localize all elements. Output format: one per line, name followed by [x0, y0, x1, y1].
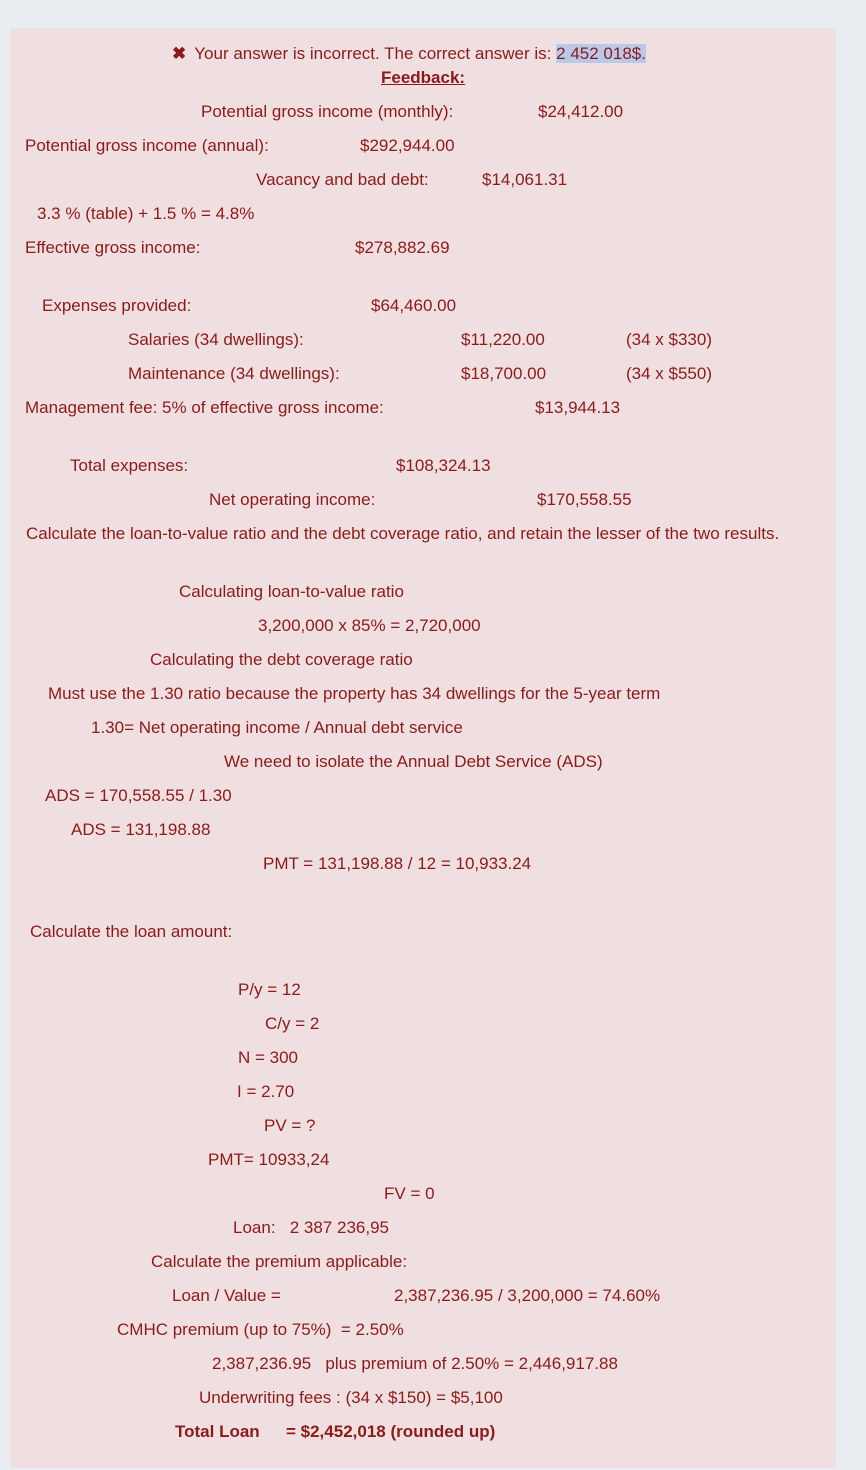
- salaries-label: Salaries (34 dwellings):: [128, 330, 304, 349]
- vacancy-label: Vacancy and bad debt:: [256, 170, 429, 189]
- loan-pmt: PMT= 10933,24: [208, 1150, 330, 1169]
- egi-value: $278,882.69: [355, 238, 450, 257]
- total-expenses-value: $108,324.13: [396, 456, 491, 475]
- vacancy-value: $14,061.31: [482, 170, 568, 189]
- total-loan-value: = $2,452,018 (rounded up): [286, 1422, 496, 1441]
- loan-heading: Calculate the loan amount:: [30, 922, 233, 941]
- total-expenses-label: Total expenses:: [70, 456, 189, 475]
- dcr-isolate: We need to isolate the Annual Debt Service (ADS): [224, 752, 603, 771]
- loan-cy: C/y = 2: [265, 1014, 320, 1033]
- egi-label: Effective gross income:: [25, 238, 201, 257]
- dcr-heading: Calculating the debt coverage ratio: [150, 650, 413, 669]
- loan-amount-value: 2 387 236,95: [289, 1218, 389, 1237]
- ltv-ratio-calc: 2,387,236.95 / 3,200,000 = 74.60%: [394, 1286, 661, 1305]
- feedback-heading: Feedback:: [381, 68, 466, 87]
- loan-amount: [233, 1218, 389, 1238]
- salaries-value: $11,220.00: [461, 330, 545, 349]
- salaries-calc: (34 x $330): [626, 330, 712, 349]
- ltv-heading: Calculating loan-to-value ratio: [179, 582, 404, 601]
- pgi-monthly-value: $24,412.00: [538, 102, 624, 121]
- loan-i: I = 2.70: [237, 1082, 295, 1101]
- noi-value: $170,558.55: [537, 490, 632, 509]
- correct-answer: 2 452 018$.: [556, 44, 646, 63]
- vacancy-calc: 3.3 % (table) + 1.5 % = 4.8%: [37, 204, 255, 223]
- loan-with-premium: 2,387,236.95 plus premium of 2.50% = 2,446,917.88: [212, 1354, 618, 1373]
- expenses-provided-value: $64,460.00: [371, 296, 457, 315]
- noi-label: Net operating income:: [209, 490, 376, 509]
- maintenance-calc: (34 x $550): [626, 364, 712, 383]
- loan-amount-label: Loan:: [233, 1218, 276, 1237]
- dcr-note: Must use the 1.30 ratio because the property has 34 dwellings for the 5-year term: [48, 684, 661, 703]
- loan-n: N = 300: [238, 1048, 299, 1067]
- close-icon: ✖: [172, 44, 187, 63]
- loan-fv: FV = 0: [384, 1184, 435, 1203]
- ltv-ratio-label: Loan / Value =: [172, 1286, 281, 1305]
- loan-py: P/y = 12: [238, 980, 301, 999]
- maintenance-label: Maintenance (34 dwellings):: [128, 364, 340, 383]
- mgmt-fee-label: Management fee: 5% of effective gross income:: [25, 398, 384, 417]
- result-message: ✖ Your answer is incorrect. The correct answer is: 2 452 018$.: [172, 44, 646, 63]
- ltv-calc: 3,200,000 x 85% = 2,720,000: [258, 616, 481, 635]
- instructions: Calculate the loan-to-value ratio and the debt coverage ratio, and retain the lesser of the two results.: [26, 524, 780, 543]
- pgi-annual-label: Potential gross income (annual):: [25, 136, 269, 155]
- dcr-formula: 1.30= Net operating income / Annual debt service: [91, 718, 463, 737]
- maintenance-value: $18,700.00: [461, 364, 547, 383]
- premium-heading: Calculate the premium applicable:: [151, 1252, 408, 1271]
- ads-value: ADS = 131,198.88: [71, 820, 211, 839]
- total-loan-label: Total Loan: [175, 1422, 260, 1441]
- underwriting-fees: Underwriting fees : (34 x $150) = $5,100: [199, 1388, 503, 1407]
- pgi-monthly-label: Potential gross income (monthly):: [201, 102, 454, 121]
- pmt-calc: PMT = 131,198.88 / 12 = 10,933.24: [263, 854, 532, 873]
- loan-pv: PV = ?: [264, 1116, 316, 1135]
- cmhc-premium: CMHC premium (up to 75%) = 2.50%: [117, 1320, 404, 1339]
- mgmt-fee-value: $13,944.13: [535, 398, 621, 417]
- pgi-annual-value: $292,944.00: [360, 136, 455, 155]
- ads-calc: ADS = 170,558.55 / 1.30: [45, 786, 232, 805]
- expenses-provided-label: Expenses provided:: [42, 296, 192, 315]
